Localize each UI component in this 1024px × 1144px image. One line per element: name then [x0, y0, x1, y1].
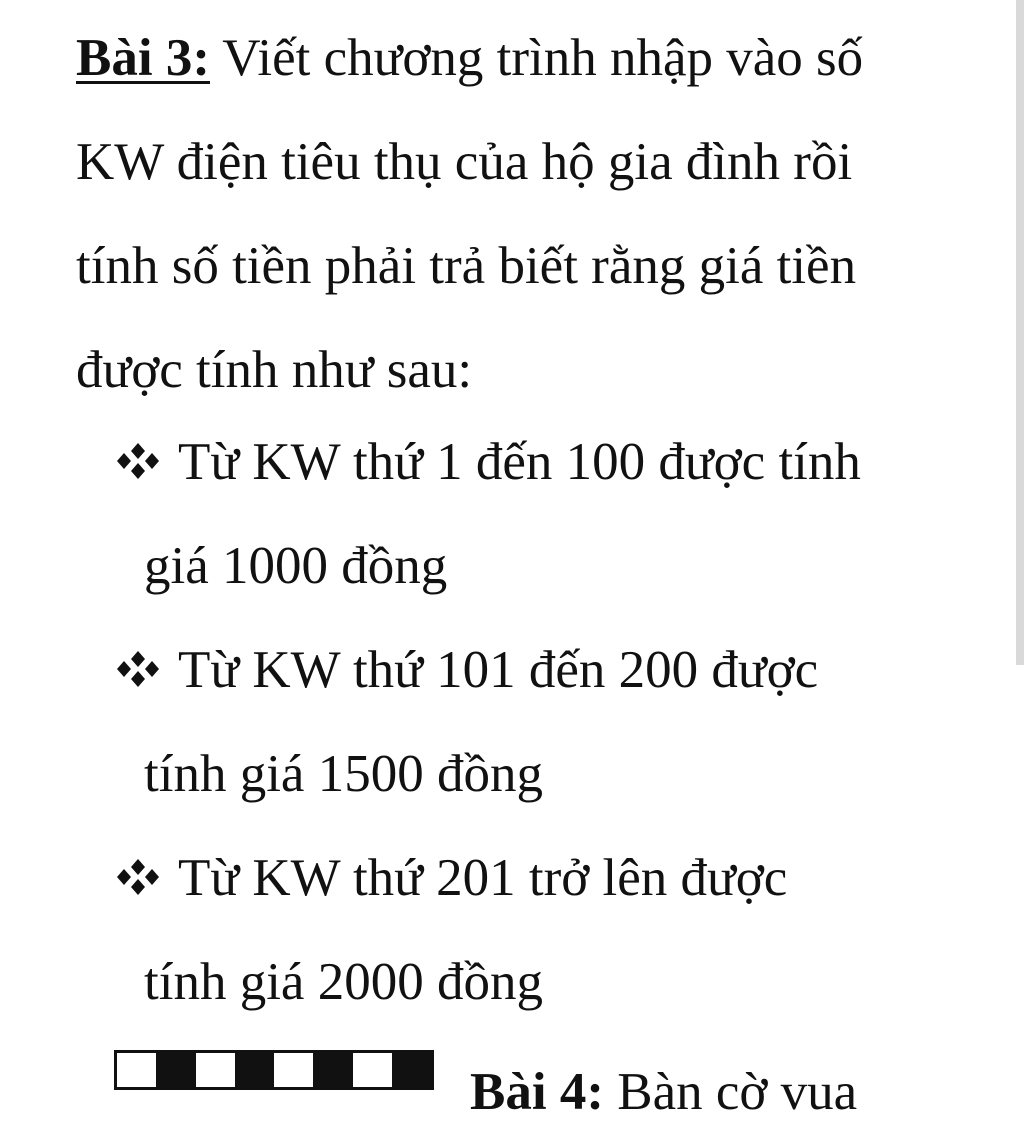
chessboard-image: [114, 1050, 434, 1090]
problem-title: Bài 3:: [76, 29, 210, 87]
board-cell: [313, 1053, 352, 1087]
four-diamond-bullet-icon: [114, 441, 162, 481]
price-tier-2-line-1: [114, 618, 974, 722]
price-tier-2: [114, 618, 974, 826]
board-cell: [274, 1053, 313, 1087]
scrollbar[interactable]: [1016, 0, 1024, 665]
price-tier-3-line-2: tính giá 2000 đồng: [144, 953, 543, 1011]
price-tier-3: [114, 826, 974, 1034]
price-tier-2-line-2: tính giá 1500 đồng: [144, 745, 543, 803]
problem-statement: [76, 6, 956, 422]
next-problem-heading: [470, 1040, 857, 1144]
intro-text-3: tính số tiền phải trả biết rằng giá tiền: [76, 237, 857, 295]
price-tier-3-line-1: [114, 826, 974, 930]
intro-text-4: được tính như sau:: [76, 341, 473, 399]
intro-text-1: Viết chương trình nhập vào số: [209, 29, 864, 87]
price-tier-1-line-1: [114, 410, 974, 514]
board-cell: [392, 1053, 431, 1087]
next-problem-text: Bàn cờ vua: [603, 1063, 858, 1121]
board-cell: [353, 1053, 392, 1087]
price-tier-1-text: Từ KW thứ 1 đến 100 được tính: [178, 433, 861, 491]
price-tier-2-text: Từ KW thứ 101 đến 200 được: [178, 641, 819, 699]
price-tier-1: [114, 410, 974, 618]
price-tier-3-text: Từ KW thứ 201 trở lên được: [178, 849, 788, 907]
board-cell: [117, 1053, 156, 1087]
price-tier-1-line-2: giá 1000 đồng: [144, 537, 448, 595]
problem-line-1: [76, 6, 956, 110]
four-diamond-bullet-icon: [114, 857, 162, 897]
board-cell: [156, 1053, 195, 1087]
next-problem-title: Bài 4:: [470, 1063, 604, 1121]
four-diamond-bullet-icon: [114, 649, 162, 689]
board-cell: [196, 1053, 235, 1087]
board-cell: [235, 1053, 274, 1087]
intro-text-2: KW điện tiêu thụ của hộ gia đình rồi: [76, 133, 853, 191]
